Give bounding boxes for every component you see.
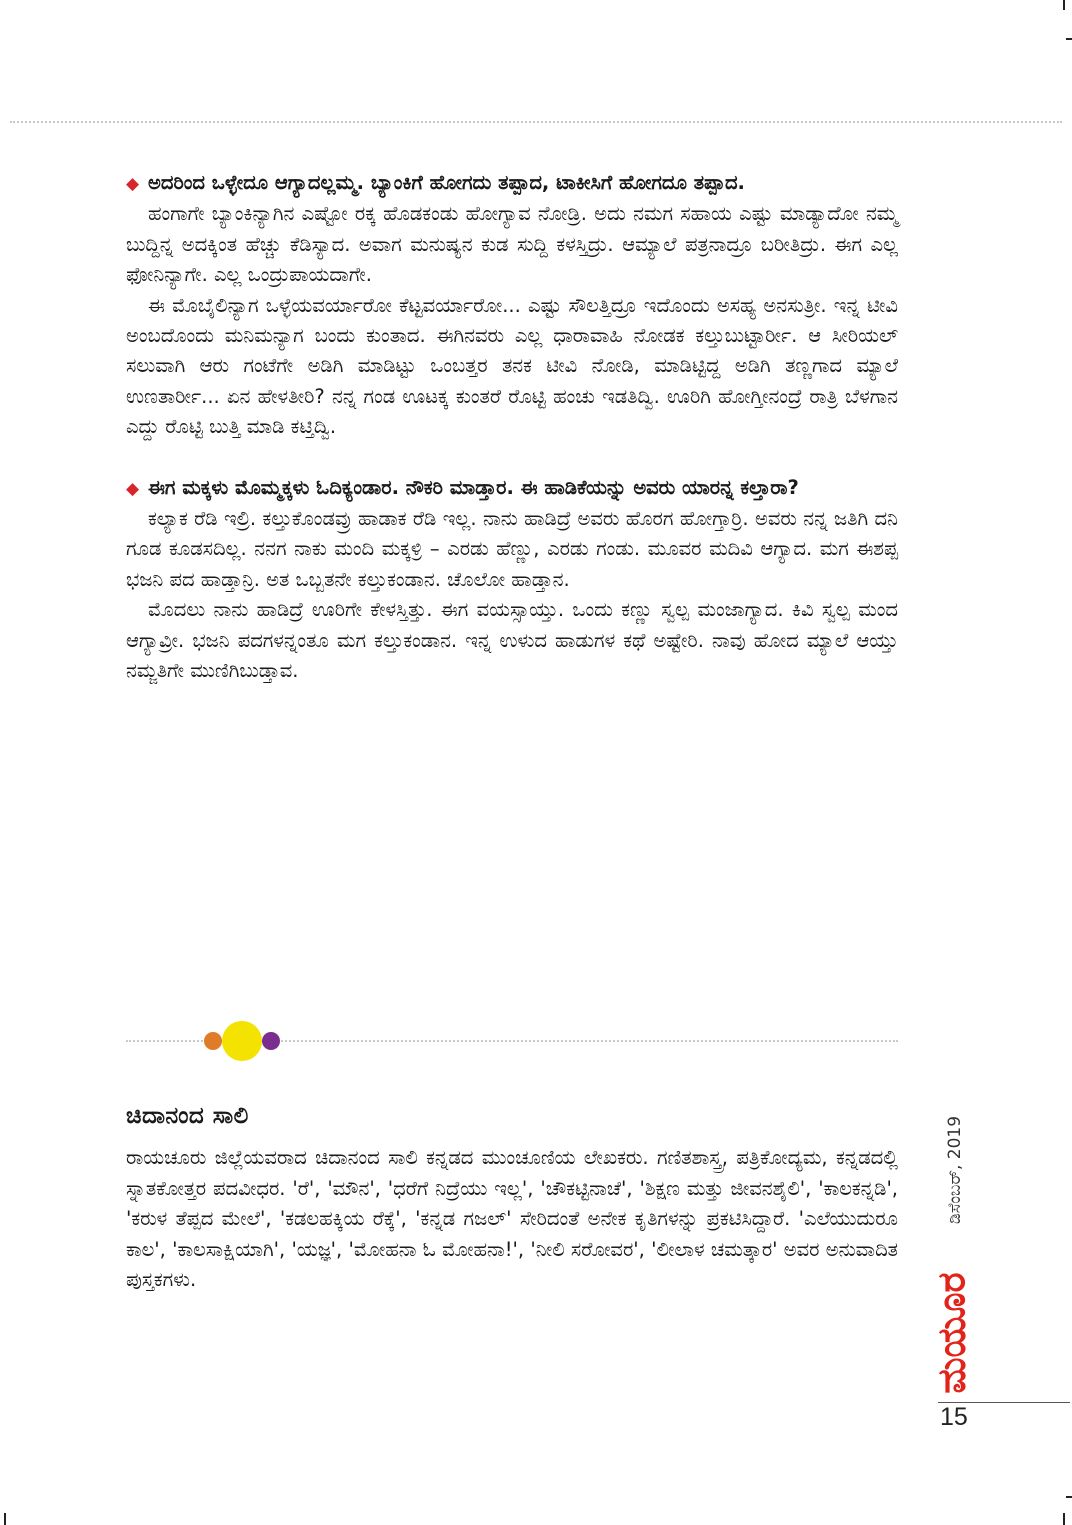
answer-paragraph: ಕಲ್ಯಾಕ ರೆಡಿ ಇಲ್ರಿ. ಕಲ್ತುಕೊಂಡವ್ರು ಹಾಡಾಕ ರೆಡಿ ಇಲ್ಲ. ನಾನು ಹಾಡಿದ್ರೆ ಅವರು ಹೊರಗ ಹೋಗ್ತಾರ್ರಿ. ಅವರು ನನ್ನ ಜತಿಗಿ ದನಿ ಗೂಡ ಕೂಡಸದಿಲ್ಲ. ನನಗ ನಾಕು ಮಂದಿ ಮಕ್ಕಳ್ರಿ – ಎರಡು ಹೆಣ್ಣು, ಎರಡು ಗಂಡು. ಮೂವರ ಮದಿವಿ ಆಗ್ಯಾದ. ಮಗ ಈಶಪ್ಪ ಭಜನಿ ಪದ ಹಾಡ್ತಾನ್ರಿ. ಅತ ಒಬ್ಬತನೇ ಕಲ್ತುಕಂಡಾನ. ಚೊಲೋ ಹಾಡ್ತಾನ. bbox=[126, 507, 898, 591]
question-text: ಈಗ ಮಕ್ಕಳು ಮೊಮ್ಮಕ್ಕಳು ಓದಿಕ್ಯಂಡಾರ. ನೌಕರಿ ಮಾಡ್ತಾರ. ಈ ಹಾಡಿಕೆಯನ್ನು ಅವರು ಯಾರನ್ನ ಕಲ್ತಾರಾ? bbox=[148, 475, 799, 499]
crop-mark bbox=[1063, 1513, 1065, 1525]
page-number: 15 bbox=[940, 1403, 968, 1431]
interview-body bbox=[126, 168, 898, 687]
top-dotted-rule bbox=[10, 121, 1062, 123]
crop-mark bbox=[1063, 0, 1065, 10]
author-bio-text: ರಾಯಚೂರು ಜಿಲ್ಲೆಯವರಾದ ಚಿದಾನಂದ ಸಾಲಿ ಕನ್ನಡದ ಮುಂಚೂಣಿಯ ಲೇಖಕರು. ಗಣಿತಶಾಸ್ತ್ರ, ಪತ್ರಿಕೋದ್ಯಮ, ಕನ್ನಡದಲ್ಲಿ ಸ್ನಾತಕೋತ್ತರ ಪದವೀಧರ. 'ರೆ', 'ಮೌನ', 'ಧರೆಗೆ ನಿದ್ರೆಯು ಇಲ್ಲ', 'ಚೌಕಟ್ಟಿನಾಚೆ', 'ಶಿಕ್ಷಣ ಮತ್ತು ಜೀವನಶೈಲಿ', 'ಕಾಲಕನ್ನಡಿ', 'ಕರುಳ ತೆಪ್ಪದ ಮೇಲೆ', 'ಕಡಲಹಕ್ಕಿಯ ರೆಕ್ಕೆ', 'ಕನ್ನಡ ಗಜಲ್' ಸೇರಿದಂತೆ ಅನೇಕ ಕೃತಿಗಳನ್ನು ಪ್ರಕಟಿಸಿದ್ದಾರೆ. 'ಎಲೆಯುದುರೂ ಕಾಲ', 'ಕಾಲಸಾಕ್ಷಿಯಾಗಿ', 'ಯಜ್ಞ', 'ಮೋಹನಾ ಓ ಮೋಹನಾ!', 'ನೀಲಿ ಸರೋವರ', 'ಲೀಲಾಳ ಚಮತ್ಕಾರ' ಅವರ ಅನುವಾದಿತ ಪುಸ್ತಕಗಳು. bbox=[126, 1146, 898, 1291]
crop-mark bbox=[1066, 1496, 1072, 1498]
question bbox=[126, 473, 898, 504]
magazine-logo-text: ಮಯೂರ bbox=[929, 1272, 974, 1394]
magazine-logo bbox=[922, 1268, 982, 1398]
crop-mark bbox=[1066, 38, 1072, 40]
author-name: ಚಿದಾನಂದ ಸಾಲಿ bbox=[126, 1103, 249, 1129]
answer-paragraph: ಮೊದಲು ನಾನು ಹಾಡಿದ್ರೆ ಊರಿಗೇ ಕೇಳಸ್ತಿತ್ತು. ಈಗ ವಯಸ್ಸಾಯ್ತು. ಒಂದು ಕಣ್ಣು ಸ್ವಲ್ಪ ಮಂಜಾಗ್ಯಾದ. ಕಿವಿ ಸ್ವಲ್ಪ ಮಂದ ಆಗ್ಯಾವ್ರೀ. ಭಜನಿ ಪದಗಳನ್ನಂತೂ ಮಗ ಕಲ್ತುಕಂಡಾನ. ಇನ್ನ ಉಳುದ ಹಾಡುಗಳ ಕಥೆ ಅಷ್ಟೇರಿ. ನಾವು ಹೋದ ಮ್ಯಾಲೆ ಆಯ್ತು ನಮ್ಜತಿಗೇ ಮುಣಿಗಿಬುಡ್ತಾವ. bbox=[126, 598, 898, 683]
diamond-icon: ◆ bbox=[126, 478, 140, 499]
orange-dot-icon bbox=[204, 1032, 222, 1050]
crop-mark bbox=[4, 1513, 6, 1525]
diamond-icon: ◆ bbox=[126, 174, 140, 194]
question-text: ಅದರಿಂದ ಒಳ್ಳೇದೂ ಆಗ್ಯಾದಲ್ಲಮ್ಮ. ಬ್ಯಾಂಕಿಗೆ ಹೋಗದು ತಪ್ಪಾದ, ಟಾಕೀಸಿಗೆ ಹೋಗದೂ ತಪ್ಪಾದ. bbox=[148, 171, 745, 194]
answer-paragraph: ಈ ಮೊಬೈಲಿನ್ಯಾಗ ಒಳ್ಳೆಯವರ್ಯಾರೋ ಕೆಟ್ಟವರ್ಯಾರೋ... ಎಷ್ಟು ಸೌಲತ್ತಿದ್ರೂ ಇದೊಂದು ಅಸಹ್ಯ ಅನಸುತ್ರೀ. ಇನ್ನ ಟೀವಿ ಅಂಬದೊಂದು ಮನಿಮನ್ಯಾಗ ಬಂದು ಕುಂತಾದ. ಈಗಿನವರು ಎಲ್ಲ ಧಾರಾವಾಹಿ ನೋಡಕ ಕಲ್ತುಬುಟ್ಟಾರ್ರೀ. ಆ ಸೀರಿಯಲ್ ಸಲುವಾಗಿ ಆರು ಗಂಟೆಗೇ ಅಡಿಗಿ ಮಾಡಿಟ್ಟು ಒಂಬತ್ತರ ತನಕ ಟೀವಿ ನೋಡಿ, ಮಾಡಿಟ್ಟಿದ್ದ ಅಡಿಗಿ ತಣ್ಣಗಾದ ಮ್ಯಾಲೆ ಉಣತಾರ್ರೀ... ಏನ ಹೇಳತೀರಿ? ನನ್ನ ಗಂಡ ಊಟಕ್ಕ ಕುಂತರೆ ರೊಟ್ಟಿ ಹಂಚು ಇಡತಿದ್ವಿ. ಊರಿಗಿ ಹೋಗ್ತೀನಂದ್ರೆ ರಾತ್ರಿ ಬೆಳಗಾನ ಎದ್ದು ರೊಟ್ಟಿ ಬುತ್ತಿ ಮಾಡಿ ಕಟ್ತಿದ್ವಿ. bbox=[126, 293, 898, 439]
question bbox=[126, 168, 898, 199]
issue-date bbox=[935, 1090, 975, 1250]
purple-dot-icon bbox=[262, 1032, 280, 1050]
issue-date-text: ಡಿಸೆಂಬರ್, 2019 bbox=[945, 1115, 965, 1225]
qa-block bbox=[126, 473, 898, 687]
qa-block bbox=[126, 168, 898, 443]
author-bio bbox=[126, 1103, 898, 1296]
answer-paragraph: ಹಂಗಾಗೇ ಬ್ಯಾಂಕಿನ್ಯಾಗಿನ ಎಷ್ಟೋ ರಕ್ಕ ಹೊಡಕಂಡು ಹೋಗ್ಯಾವ ನೋಡ್ರಿ. ಅದು ನಮಗ ಸಹಾಯ ಎಷ್ಟು ಮಾಡ್ಯಾದೋ ನಮ್ಮ ಬುದ್ದಿನ್ನ ಅದಕ್ಕಿಂತ ಹೆಚ್ಚು ಕೆಡಿಸ್ಯಾದ. ಅವಾಗ ಮನುಷ್ಯನ ಕುಡ ಸುದ್ದಿ ಕಳಸ್ತಿದ್ರು. ಆಮ್ಯಾಲೆ ಪತ್ರನಾದ್ರೂ ಬರೀತಿದ್ರು. ಈಗ ಎಲ್ಲ ಫೋನಿನ್ಯಾಗೇ. ಎಲ್ಲ ಒಂದ್ರುಪಾಯದಾಗೇ. bbox=[126, 202, 898, 287]
yellow-dot-icon bbox=[222, 1021, 262, 1061]
